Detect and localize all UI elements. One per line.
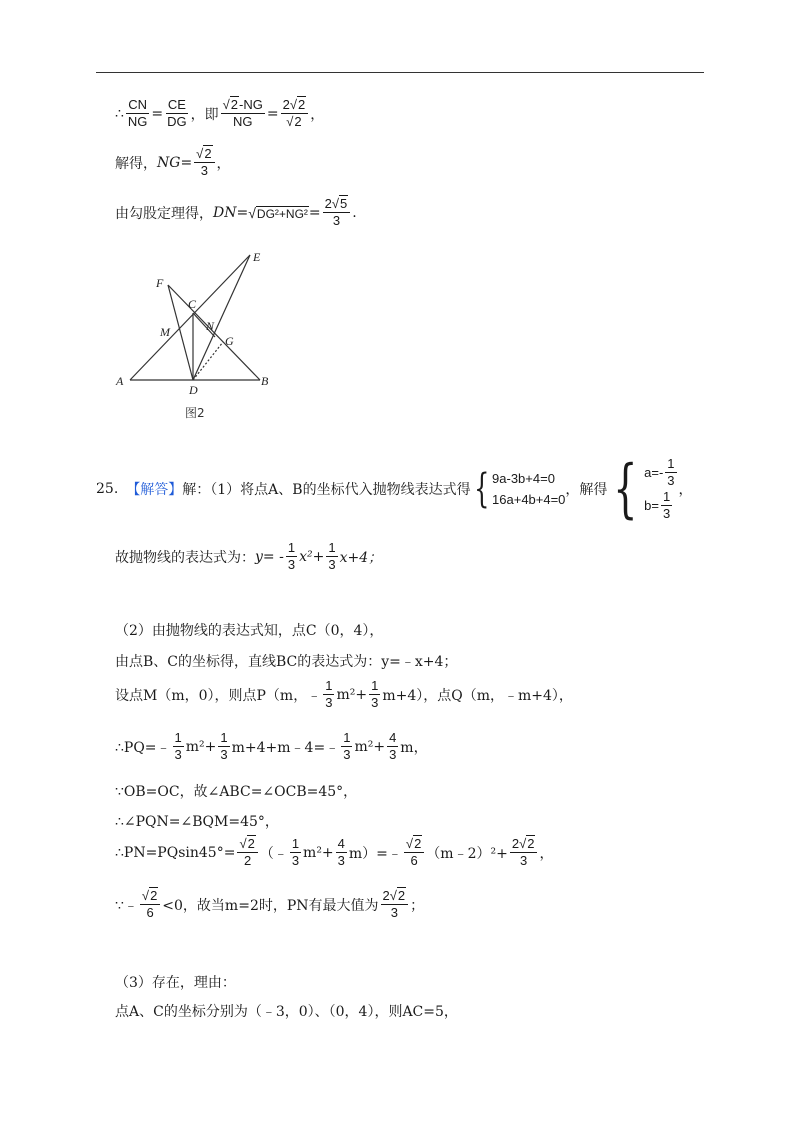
pq-line: ∴PQ=﹣ $\frac{1}{3}$ m²+ $\frac{1}{3}$ m+4+m﹣4=﹣ $\frac{1}{3}$ m²+ $\frac{4}{3}$ m，	[115, 730, 428, 762]
label-a: A	[116, 374, 124, 388]
fraction-ce-dg: $\frac{CE}{DG}$	[167, 97, 187, 129]
fraction-2sqrt2-sqrt2: $\frac{2√2}{√2}$	[281, 97, 309, 130]
parabola-expression-line: 故抛物线的表达式为： y = - $\frac{1}{3}$ x²+ $\frac{1}{3}$ x+4；	[115, 540, 383, 572]
label-c: C	[188, 297, 197, 311]
segment-ae	[130, 255, 250, 380]
answer-tag: 【解答】	[126, 482, 183, 498]
fraction-2sqrt5-3: $\frac{2√5}{3}$	[323, 196, 351, 229]
proportion-line: ∴ $\frac{CN}{NG}$ = $\frac{CE}{DG}$ ，即 $\frac{√2-NG}{NG}$ = $\frac{2√2}{√2}$ ，	[115, 97, 325, 129]
fraction-sqrt2-3: $\frac{√2}{3}$	[194, 146, 214, 179]
angle-line-1: ∵OB=OC，故∠ABC=∠OCB=45°，	[115, 784, 358, 800]
pythagoras-line: 由勾股定理得， DN = √DG²+NG² = $\frac{2√5}{3}$ .	[115, 196, 357, 228]
label-d: D	[189, 383, 198, 397]
label-f: F	[156, 276, 164, 290]
q25-line: 25. 【解答】 解：（1）将点A、B的坐标代入抛物线表达式得 { 9a-3b+4=0 16a+4b+4=0 ，解得 { a=- $\frac{1}{3}$ b= $\frac{1}{3}$ ，	[96, 452, 693, 526]
label-e: E	[253, 250, 261, 264]
label-m: M	[160, 325, 170, 339]
angle-line-2: ∴∠PQN=∠BQM=45°，	[115, 814, 279, 830]
fraction-cn-ng: $\frac{CN}{NG}$	[127, 97, 148, 129]
ac-coordinates-line: 点A、C的坐标分别为（﹣3，0）、（0，4），则AC=5，	[115, 1004, 458, 1020]
header-rule	[96, 72, 704, 73]
geometry-figure	[110, 245, 290, 425]
points-setup-line: 设点M（m，0），则点P（m，﹣ $\frac{1}{3}$ m²+ $\frac{1}{3}$ m+4），点Q（m，﹣m+4），	[115, 678, 573, 710]
label-n: N	[206, 319, 215, 333]
part3-intro: （3）存在，理由：	[115, 975, 236, 991]
ng-result-line: 解得， NG = $\frac{√2}{3}$ ，	[115, 146, 231, 178]
max-value-line: ∵﹣ $\frac{√2}{6}$ <0，故当m=2时，PN有最大值为 $\frac{2√2}{3}$ ；	[115, 888, 425, 920]
figure-caption: 图2	[185, 406, 205, 420]
line-bc-expression: 由点B、C的坐标得，直线BC的表达式为：y=﹣x+4；	[115, 654, 458, 670]
equation-system: 9a-3b+4=0 16a+4b+4=0	[492, 471, 566, 507]
label-g: G	[225, 334, 234, 348]
part2-intro: （2）由抛物线的表达式知，点C（0，4），	[115, 623, 384, 639]
pn-line: ∴PN=PQsin45°= $\frac{√2}{2}$ （﹣ $\frac{1}{3}$ m²+ $\frac{4}{3}$ m）=﹣ $\frac{√2}{6}$ （m﹣2）²+ $\frac{2√2}{3}$ ，	[115, 836, 554, 868]
label-b: B	[261, 374, 269, 388]
solution-system: a=- $\frac{1}{3}$ b= $\frac{1}{3}$	[644, 456, 675, 521]
fraction-sqrt2-ng: $\frac{√2-NG}{NG}$	[222, 97, 263, 129]
